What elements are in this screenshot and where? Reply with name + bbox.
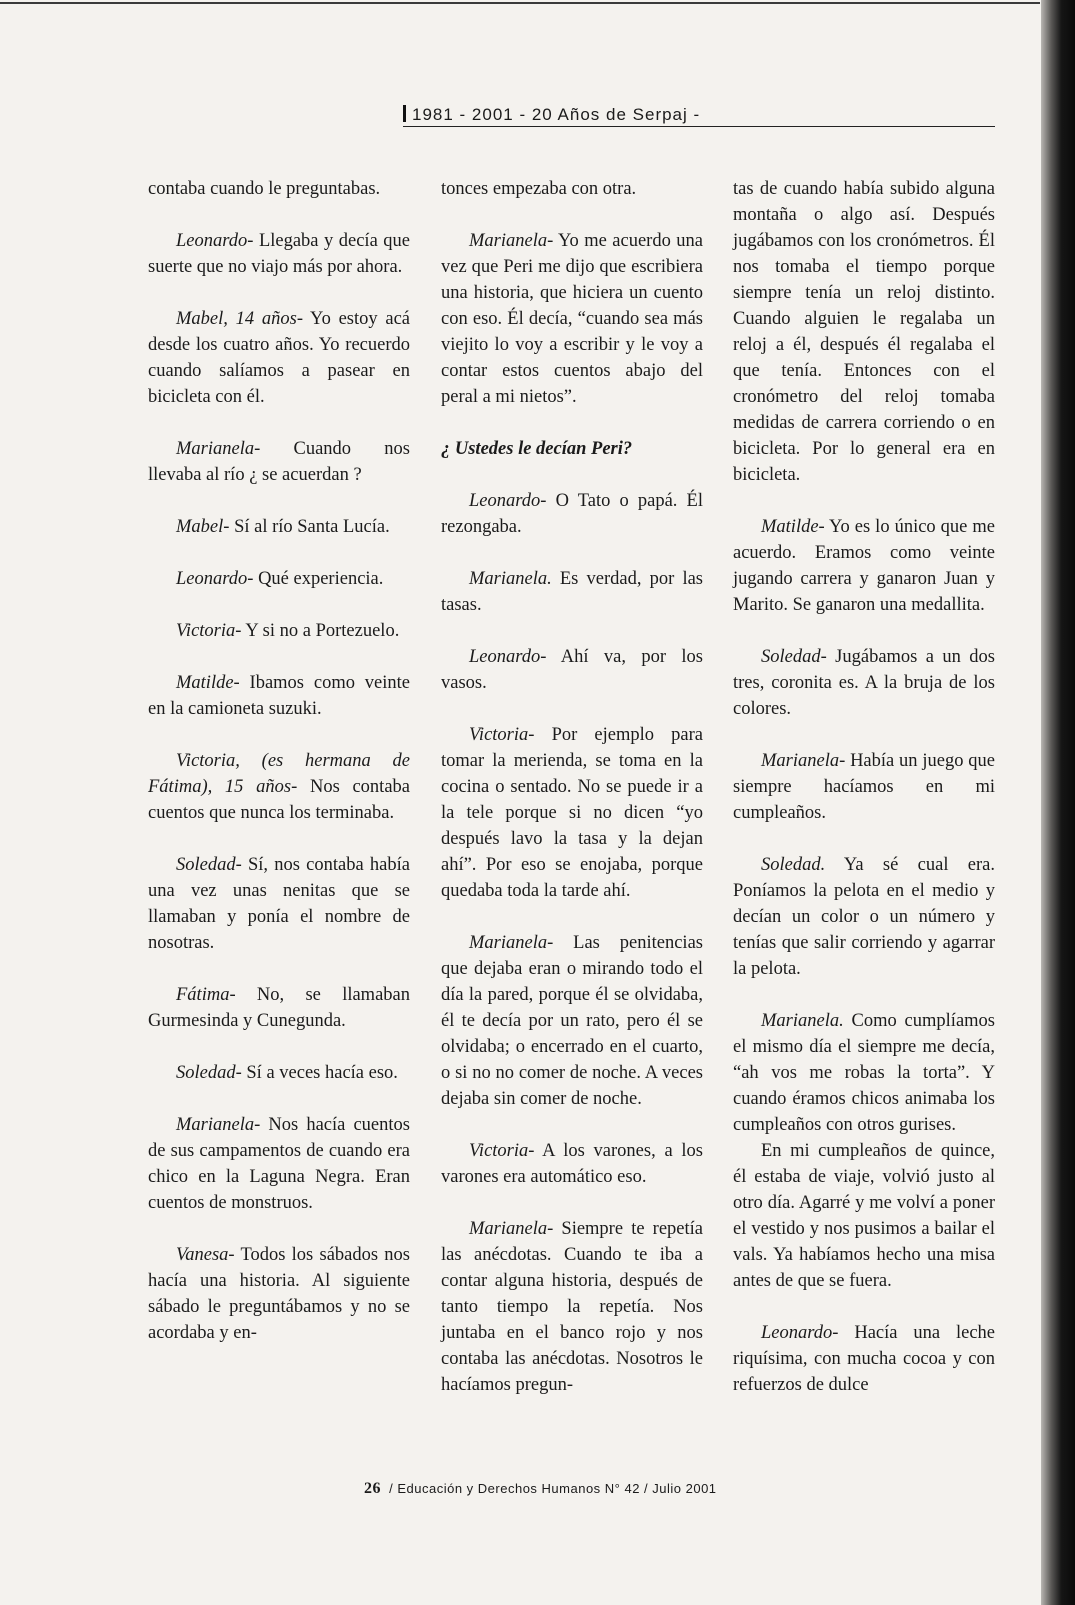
paragraph: [148, 436, 410, 488]
paragraph-text: Ya sé cual era. Poníamos la pelota en el medio y decían un color o un número y tenías que salir corriendo y agarrar la pelota.: [733, 855, 995, 979]
speaker-name: Vanesa-: [176, 1245, 235, 1265]
paragraph: [733, 1008, 995, 1138]
speaker-name: Marianela.: [761, 1011, 844, 1031]
paragraph: [441, 566, 703, 618]
speaker-name: Mabel, 14 años-: [176, 309, 303, 329]
speaker-name: Marianela-: [761, 751, 846, 771]
speaker-name: Matilde-: [176, 673, 240, 693]
paragraph: [441, 1216, 703, 1398]
paragraph-text: Y si no a Portezuelo.: [241, 621, 400, 641]
page-number: 26: [364, 1480, 381, 1497]
paragraph: [733, 644, 995, 722]
paragraph-text: No, se llamaban Gurmesinda y Cunegunda.: [148, 985, 410, 1031]
header-text: 1981 - 2001 - 20 Años de Serpaj -: [412, 105, 701, 124]
paragraph: [148, 852, 410, 956]
speaker-name: Soledad-: [176, 1063, 242, 1083]
paragraph-text: Como cumplíamos el mismo día el siempre me decía, “ah vos me robas la torta”. Y cuando éramos chicos animaba los cumpleaños con otros gurises.: [733, 1011, 995, 1135]
text-column-3: [733, 176, 995, 1424]
paragraph-text: Ibamos como veinte en la camioneta suzuki.: [148, 673, 410, 719]
header-bar: [403, 105, 406, 122]
paragraph: [733, 1320, 995, 1398]
speaker-name: Marianela-: [469, 231, 554, 251]
paragraph-text: contaba cuando le preguntabas.: [148, 179, 381, 199]
paragraph: [441, 644, 703, 696]
paragraph: [148, 1060, 410, 1086]
speaker-name: Victoria-: [176, 621, 242, 641]
paragraph: [441, 1138, 703, 1190]
speaker-name: Marianela-: [469, 1219, 554, 1239]
paragraph-text: Había un juego que siempre hacíamos en mi cumpleaños.: [733, 751, 995, 823]
speaker-name: Fátima-: [176, 985, 236, 1005]
top-edge-line: [0, 2, 1040, 4]
paragraph-text: A los varones, a los varones era automático eso.: [441, 1141, 703, 1187]
speaker-name: Marianela-: [469, 933, 554, 953]
paragraph-text: Yo es lo único que me acuerdo. Eramos como veinte jugando carrera y ganaron Juan y Marito. Se ganaron una medallita.: [733, 517, 995, 615]
paragraph-text: Por ejemplo para tomar la merienda, se toma en la cocina o sentado. No se puede ir a la tele porque si no dicen “yo después lavo la tasa y la dejan ahí”. Por eso se enojaba, porque quedaba toda la tarde ahí.: [441, 725, 703, 901]
text-column-1: [148, 176, 410, 1372]
speaker-name: Victoria, (es hermana de Fátima), 15 años-: [148, 751, 410, 797]
running-header: [403, 104, 995, 127]
paragraph-text: Las penitencias que dejaba eran o mirando todo el día la pared, porque él se olvidaba, él te decía por un rato, pero él se olvidaba; o encerrado en el cuarto, o si no no comer de noche. A veces dejaba sin comer de noche.: [441, 933, 703, 1109]
paragraph: [148, 176, 410, 202]
paragraph-text: ¿ Ustedes le decían Peri?: [441, 439, 633, 459]
paragraph-text: Ahí va, por los vasos.: [441, 647, 703, 693]
speaker-name: Leonardo-: [469, 647, 547, 667]
paragraph-text: Cuando nos llevaba al río ¿ se acuerdan ?: [148, 439, 410, 485]
paragraph-text: Es verdad, por las tasas.: [441, 569, 703, 615]
paragraph: [441, 176, 703, 202]
paragraph: [441, 436, 703, 462]
paragraph-text: Llegaba y decía que suerte que no viajo más por ahora.: [148, 231, 410, 277]
paragraph-text: Sí, nos contaba había una vez unas nenitas que se llamaban y ponía el nombre de nosotras.: [148, 855, 410, 953]
speaker-name: Leonardo-: [176, 569, 254, 589]
speaker-name: Leonardo-: [469, 491, 547, 511]
paragraph-text: Nos contaba cuentos que nunca los terminaba.: [148, 777, 410, 823]
paragraph: [148, 748, 410, 826]
speaker-name: Mabel-: [176, 517, 230, 537]
paragraph: [441, 488, 703, 540]
speaker-name: Soledad.: [761, 855, 826, 875]
paragraph-text: Siempre te repetía las anécdotas. Cuando te iba a contar alguna historia, después de tanto tiempo la repetía. Nos juntaba en el banco rojo y nos contaba las anécdotas. Nosotros le hacíamos pregun-: [441, 1219, 703, 1395]
speaker-name: Marianela-: [176, 439, 261, 459]
paragraph-text: Jugábamos a un dos tres, coronita es. A la bruja de los colores.: [733, 647, 995, 719]
paragraph: [733, 852, 995, 982]
paragraph: [148, 306, 410, 410]
paragraph-text: tonces empezaba con otra.: [441, 179, 637, 199]
paragraph-text: tas de cuando había subido alguna montaña o algo así. Después jugábamos con los cronómetros. Él nos tomaba el tiempo porque siempre tenía un reloj distinto. Cuando alguien le regalaba un reloj a él, después él regalaba el que tenía. Entonces con el cronómetro del reloj tomaba medidas de carrera corriendo o en bicicleta. Por lo general era en bicicleta.: [733, 179, 995, 485]
paragraph: [148, 618, 410, 644]
paragraph-text: Hacía una leche riquísima, con mucha cocoa y con refuerzos de dulce: [733, 1323, 995, 1395]
paragraph: [733, 748, 995, 826]
speaker-name: Leonardo-: [761, 1323, 839, 1343]
paragraph: [148, 566, 410, 592]
paragraph: [441, 930, 703, 1112]
paragraph-text: Todos los sábados nos hacía una historia. Al siguiente sábado le preguntábamos y no se acordaba y en-: [148, 1245, 410, 1343]
paragraph: [148, 1112, 410, 1216]
paragraph-text: O Tato o papá. Él rezongaba.: [441, 491, 703, 537]
speaker-name: Soledad-: [761, 647, 827, 667]
paragraph-text: Nos hacía cuentos de sus campamentos de cuando era chico en la Laguna Negra. Eran cuentos de monstruos.: [148, 1115, 410, 1213]
paragraph: [148, 1242, 410, 1346]
paragraph: [733, 514, 995, 618]
paragraph-text: Qué experiencia.: [253, 569, 384, 589]
paragraph-text: Yo estoy acá desde los cuatro años. Yo recuerdo cuando salíamos a pasear en bicicleta con él.: [148, 309, 410, 407]
paragraph-text: Sí a veces hacía eso.: [241, 1063, 398, 1083]
text-column-2: [441, 176, 703, 1424]
paragraph: [148, 514, 410, 540]
paragraph: [441, 722, 703, 904]
paragraph: [148, 670, 410, 722]
speaker-name: Victoria-: [469, 1141, 535, 1161]
footer-text: / Educación y Derechos Humanos N° 42 / Julio 2001: [389, 1481, 717, 1496]
paragraph: [148, 982, 410, 1034]
speaker-name: Leonardo-: [176, 231, 254, 251]
paragraph: [733, 1138, 995, 1294]
speaker-name: Marianela-: [176, 1115, 261, 1135]
speaker-name: Victoria-: [469, 725, 535, 745]
paragraph-text: En mi cumpleaños de quince, él estaba de viaje, volvió justo al otro día. Agarré y me volví a poner el vestido y nos pusimos a bailar el vals. Ya habíamos hecho una misa antes de que se fuera.: [733, 1141, 995, 1291]
speaker-name: Marianela.: [469, 569, 552, 589]
paragraph: [441, 228, 703, 410]
paragraph-text: Sí al río Santa Lucía.: [229, 517, 390, 537]
speaker-name: Matilde-: [761, 517, 825, 537]
page-footer: [364, 1480, 794, 1498]
paragraph: [733, 176, 995, 488]
paragraph: [148, 228, 410, 280]
book-spine-shadow: [1041, 0, 1075, 1605]
paragraph-text: Yo me acuerdo una vez que Peri me dijo que escribiera una historia, que hiciera un cuento con eso. Él decía, “cuando sea más viejito lo voy a escribir y le voy a contar estos cuentos abajo del peral a mi nietos”.: [441, 231, 703, 407]
speaker-name: Soledad-: [176, 855, 242, 875]
